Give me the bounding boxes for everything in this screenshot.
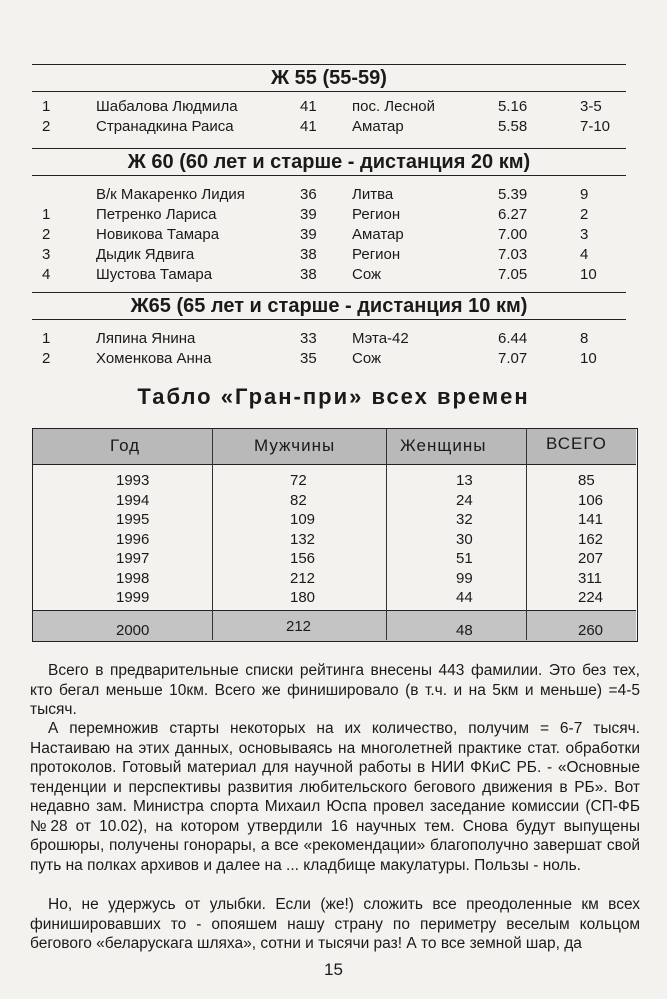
runner-age: 36 bbox=[300, 186, 317, 203]
column-divider bbox=[386, 428, 387, 640]
runner-time: 7.07 bbox=[498, 350, 528, 367]
runner-age: 41 bbox=[300, 118, 317, 135]
row-number: 3 bbox=[42, 246, 51, 263]
runner-name: Шустова Тамара bbox=[96, 266, 213, 283]
runner-place: 4 bbox=[580, 246, 589, 263]
result-row bbox=[0, 118, 667, 138]
cell-men: 72 bbox=[290, 472, 307, 489]
runner-place: 3 bbox=[580, 226, 589, 243]
header-total: ВСЕГО bbox=[546, 434, 607, 453]
cell-women: 32 bbox=[456, 511, 473, 528]
runner-age: 41 bbox=[300, 98, 317, 115]
row-number: 1 bbox=[42, 330, 51, 347]
runner-name: В/к Макаренко Лидия bbox=[96, 186, 245, 203]
runner-club: Сож bbox=[352, 266, 382, 283]
final-men: 212 bbox=[286, 618, 312, 635]
cell-men: 180 bbox=[290, 589, 316, 606]
result-row bbox=[0, 98, 667, 118]
header-year: Год bbox=[110, 436, 141, 455]
paragraph: Но, не удержусь от улыбки. Если (же!) сложить все преодоленные км всех финишировавших то - опояшем нашу страну по периметру веселым кольцом бегового «беларускага шляха», сотни и тысячи раз! А то все земной шар, да bbox=[30, 896, 640, 952]
cell-year: 1995 bbox=[116, 511, 150, 528]
runner-time: 7.00 bbox=[498, 226, 528, 243]
result-row bbox=[0, 226, 667, 246]
grand-prix-title: Табло «Гран-при» всех времен bbox=[137, 384, 530, 409]
cell-total: 207 bbox=[578, 550, 604, 567]
page-number: 15 bbox=[324, 960, 343, 979]
row-number: 2 bbox=[42, 118, 51, 135]
runner-name: Шабалова Людмила bbox=[96, 98, 238, 115]
category-header: Ж 60 (60 лет и старше - дистанция 20 км) bbox=[32, 148, 626, 176]
runner-club: Аматар bbox=[352, 118, 404, 135]
row-number: 1 bbox=[42, 98, 51, 115]
cell-total: 224 bbox=[578, 589, 604, 606]
row-number: 4 bbox=[42, 266, 51, 283]
column-divider bbox=[212, 428, 213, 640]
cell-total: 141 bbox=[578, 511, 604, 528]
runner-place: 10 bbox=[580, 266, 597, 283]
result-row bbox=[0, 186, 667, 206]
paragraph: А перемножив старты некоторых на их количество, получим = 6-7 тысяч. Настаиваю на этих данных, основываясь на многолетней практике стат. обработки протоколов. Готовый материал для научной работы в НИИ ФКиС РБ. - «Основные тенденции и перспективы развития любительского бегового движения в РБ». Вот недавно зам. Министра спорта Михаил Юспа провел заседание комиссии (СП-ФБ №28 от 10.02), на котором утвердили 16 научных тем. Снова будут выпущены брошюры, получены гонорары, а все «рекомендации» благополучно завершат свой путь на полках архивов и далее на ... кладбище макулатуры. Пользы - ноль. bbox=[30, 720, 640, 874]
runner-club: Мэта-42 bbox=[352, 330, 409, 347]
cell-year: 1998 bbox=[116, 569, 150, 587]
runner-club: Регион bbox=[352, 206, 401, 223]
cell-total: 106 bbox=[578, 491, 604, 509]
category-header: Ж65 (65 лет и старше - дистанция 10 км) bbox=[32, 292, 626, 320]
cell-women: 13 bbox=[456, 472, 473, 489]
runner-time: 7.05 bbox=[498, 266, 528, 283]
runner-place: 9 bbox=[580, 186, 589, 203]
cell-total: 311 bbox=[578, 569, 602, 587]
cell-men: 82 bbox=[290, 491, 307, 509]
cell-year: 1994 bbox=[116, 491, 150, 509]
runner-time: 6.27 bbox=[498, 206, 528, 223]
cell-total: 162 bbox=[578, 530, 604, 548]
result-row bbox=[0, 350, 667, 370]
cell-year: 1993 bbox=[116, 472, 150, 489]
cell-men: 109 bbox=[290, 511, 316, 528]
runner-age: 38 bbox=[300, 246, 317, 263]
result-row bbox=[0, 206, 667, 226]
cell-women: 30 bbox=[456, 530, 473, 548]
runner-place: 2 bbox=[580, 206, 589, 223]
final-year: 2000 bbox=[116, 622, 150, 639]
runner-name: Новикова Тамара bbox=[96, 226, 220, 243]
cell-women: 44 bbox=[456, 589, 473, 606]
cell-men: 132 bbox=[290, 530, 316, 548]
runner-age: 33 bbox=[300, 330, 317, 347]
cell-women: 51 bbox=[456, 550, 473, 567]
column-divider bbox=[526, 428, 527, 640]
runner-name: Хоменкова Анна bbox=[96, 350, 212, 367]
paragraph: Всего в предварительные списки рейтинга внесены 443 фамилии. Это без тех, кто бегал меньше 10км. Всего же финишировало (в т.ч. и на 5км и меньше) =4-5 тысяч. bbox=[30, 662, 640, 718]
runner-name: Дыдик Ядвига bbox=[96, 246, 195, 263]
runner-age: 39 bbox=[300, 206, 317, 223]
result-row bbox=[0, 330, 667, 350]
result-row bbox=[0, 246, 667, 266]
runner-club: Сож bbox=[352, 350, 382, 367]
header-men: Мужчины bbox=[254, 436, 336, 455]
runner-time: 5.39 bbox=[498, 186, 528, 203]
cell-total: 85 bbox=[578, 472, 595, 489]
runner-name: Странадкина Раиса bbox=[96, 118, 234, 135]
row-number: 1 bbox=[42, 206, 51, 223]
category-header: Ж 55 (55-59) bbox=[32, 64, 626, 92]
result-row bbox=[0, 266, 667, 286]
runner-place: 10 bbox=[580, 350, 597, 367]
cell-men: 156 bbox=[290, 550, 316, 567]
runner-time: 5.16 bbox=[498, 98, 528, 115]
final-women: 48 bbox=[456, 622, 473, 639]
final-total: 260 bbox=[578, 622, 604, 639]
runner-age: 35 bbox=[300, 350, 317, 367]
cell-men: 212 bbox=[290, 569, 316, 587]
row-number: 2 bbox=[42, 226, 51, 243]
header-women: Женщины bbox=[400, 436, 487, 455]
runner-club: пос. Лесной bbox=[352, 98, 435, 115]
runner-place: 8 bbox=[580, 330, 589, 347]
runner-club: Аматар bbox=[352, 226, 404, 243]
runner-time: 5.58 bbox=[498, 118, 528, 135]
runner-club: Литва bbox=[352, 186, 394, 203]
cell-year: 1999 bbox=[116, 589, 150, 606]
cell-women: 24 bbox=[456, 491, 473, 509]
runner-age: 39 bbox=[300, 226, 317, 243]
runner-place: 3-5 bbox=[580, 98, 602, 115]
runner-time: 6.44 bbox=[498, 330, 528, 347]
cell-year: 1997 bbox=[116, 550, 150, 567]
runner-age: 38 bbox=[300, 266, 317, 283]
runner-name: Петренко Лариса bbox=[96, 206, 217, 223]
row-number: 2 bbox=[42, 350, 51, 367]
runner-time: 7.03 bbox=[498, 246, 528, 263]
runner-name: Ляпина Янина bbox=[96, 330, 196, 347]
runner-place: 7-10 bbox=[580, 118, 611, 135]
runner-club: Регион bbox=[352, 246, 401, 263]
cell-women: 99 bbox=[456, 569, 473, 587]
cell-year: 1996 bbox=[116, 530, 150, 548]
